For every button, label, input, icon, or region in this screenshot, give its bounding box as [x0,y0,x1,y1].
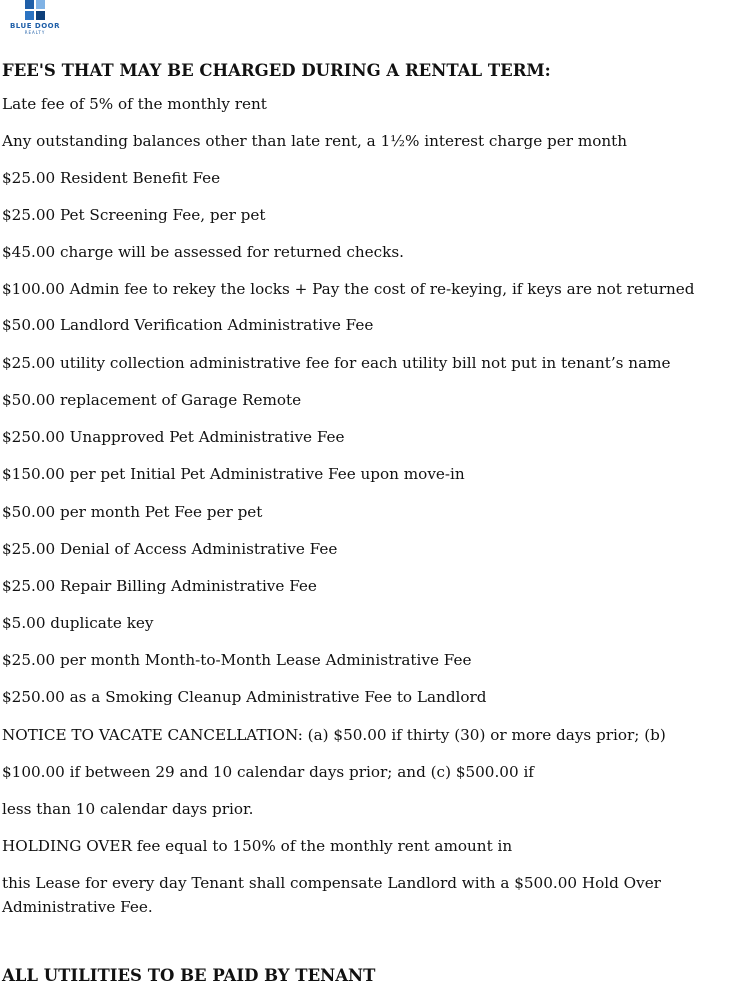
fee-item-holding-over-2: this Lease for every day Tenant shall compensate Landlord with a $500.00 Hold Over Administrative Fee. [2,874,661,916]
company-logo [2,0,68,36]
fee-document [2,58,733,919]
fee-item-late-fee: Late fee of 5% of the monthly rent [2,95,267,113]
fee-item-initial-pet: $150.00 per pet Initial Pet Administrative Fee upon move-in [2,465,465,483]
fee-item-landlord-verification: $50.00 Landlord Verification Administrative Fee [2,316,374,334]
fee-item-notice-to-vacate-1: NOTICE TO VACATE CANCELLATION: (a) $50.00 if thirty (30) or more days prior; (b) [2,726,666,744]
fee-item-rekey-locks: $100.00 Admin fee to rekey the locks + Pay the cost of re-keying, if keys are not returned [2,280,695,298]
fee-item-month-to-month: $25.00 per month Month-to-Month Lease Administrative Fee [2,651,472,669]
fee-item-resident-benefit: $25.00 Resident Benefit Fee [2,169,221,187]
fee-item-repair-billing: $25.00 Repair Billing Administrative Fee [2,577,317,595]
utilities-heading: ALL UTILITIES TO BE PAID BY TENANT [2,966,376,985]
fee-item-smoking-cleanup: $250.00 as a Smoking Cleanup Administrative Fee to Landlord [2,688,487,706]
fee-item-interest-charge: Any outstanding balances other than late rent, a 1½% interest charge per month [2,132,628,150]
fee-item-pet-screening: $25.00 Pet Screening Fee, per pet [2,206,266,224]
fees-heading: FEE'S THAT MAY BE CHARGED DURING A RENTAL TERM: [2,61,551,80]
fee-item-returned-checks: $45.00 charge will be assessed for returned checks. [2,243,404,261]
fee-item-notice-to-vacate-3: less than 10 calendar days prior. [2,800,254,818]
fee-item-monthly-pet: $50.00 per month Pet Fee per pet [2,503,263,521]
fee-item-garage-remote: $50.00 replacement of Garage Remote [2,391,302,409]
fee-list [2,92,733,919]
fee-item-utility-collection: $25.00 utility collection administrative fee for each utility bill not put in tenant’s name [2,354,671,372]
logo-subtitle: REALTY [24,30,46,35]
fee-item-duplicate-key: $5.00 duplicate key [2,614,154,632]
fee-item-notice-to-vacate-2: $100.00 if between 29 and 10 calendar days prior; and (c) $500.00 if [2,763,534,781]
fee-item-denial-of-access: $25.00 Denial of Access Administrative Fee [2,540,338,558]
logo-name: BLUE DOOR [9,22,61,30]
fee-item-unapproved-pet: $250.00 Unapproved Pet Administrative Fee [2,428,345,446]
door-logo-icon [25,0,45,20]
fee-item-holding-over-1: HOLDING OVER fee equal to 150% of the monthly rent amount in [2,837,513,855]
